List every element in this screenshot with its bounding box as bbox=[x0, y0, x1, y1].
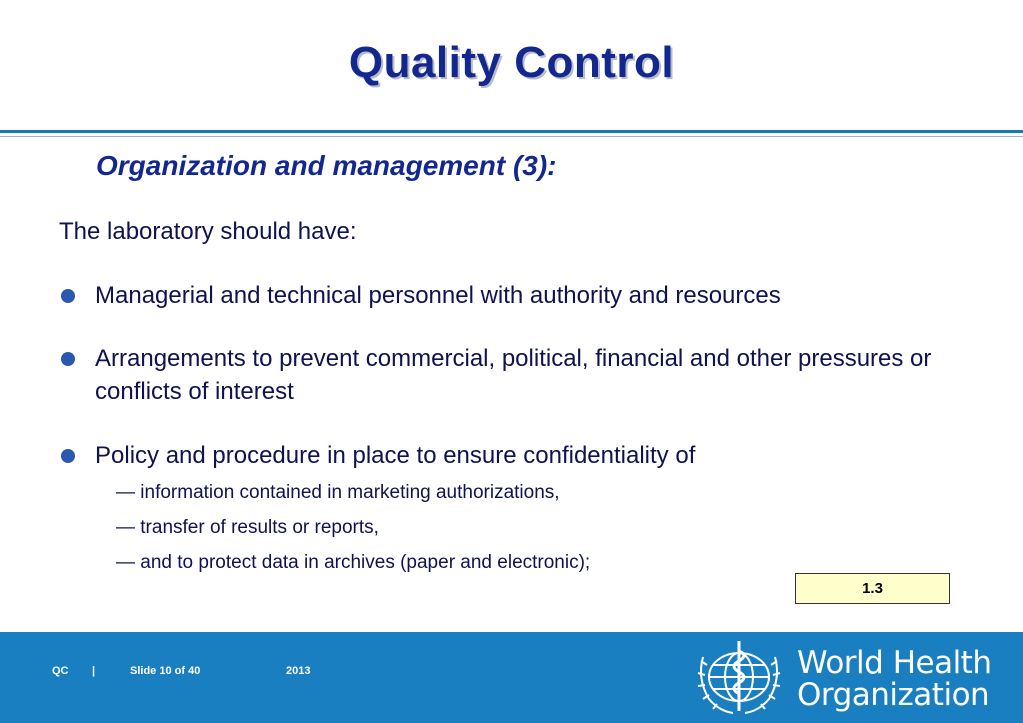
org-name-line1: World Health bbox=[797, 645, 992, 681]
header-divider-thin bbox=[0, 136, 1023, 137]
slide-subtitle: Organization and management (3): bbox=[96, 150, 557, 181]
org-name-line2: Organization bbox=[797, 677, 990, 713]
bullet-item bbox=[59, 279, 959, 312]
bullet-item bbox=[59, 342, 959, 408]
intro-text: The laboratory should have: bbox=[59, 218, 357, 245]
footer-course: QC bbox=[52, 665, 69, 677]
header-divider bbox=[0, 130, 1023, 133]
footer-slide-number: Slide 10 of 40 bbox=[130, 665, 201, 677]
bullet-dot-icon bbox=[61, 449, 75, 463]
footer-separator: | bbox=[92, 665, 96, 677]
sub-item: — information contained in marketing authorizations, bbox=[116, 482, 560, 503]
bullet-text: Arrangements to prevent commercial, political, financial and other pressures or conflicts of interest bbox=[95, 345, 932, 405]
footer-year: 2013 bbox=[286, 665, 311, 677]
bullet-dot-icon bbox=[61, 289, 75, 303]
sub-item: — and to protect data in archives (paper and electronic); bbox=[116, 552, 591, 573]
bullet-text: Managerial and technical personnel with authority and resources bbox=[95, 282, 781, 309]
slide-title: Quality Control bbox=[348, 38, 675, 87]
who-emblem-icon bbox=[693, 637, 785, 719]
bullet-dot-icon bbox=[61, 352, 75, 366]
bullet-text: Policy and procedure in place to ensure confidentiality of bbox=[95, 442, 696, 469]
bullet-item bbox=[59, 439, 959, 472]
reference-label: 1.3 bbox=[795, 573, 950, 604]
sub-item: — transfer of results or reports, bbox=[116, 517, 379, 538]
